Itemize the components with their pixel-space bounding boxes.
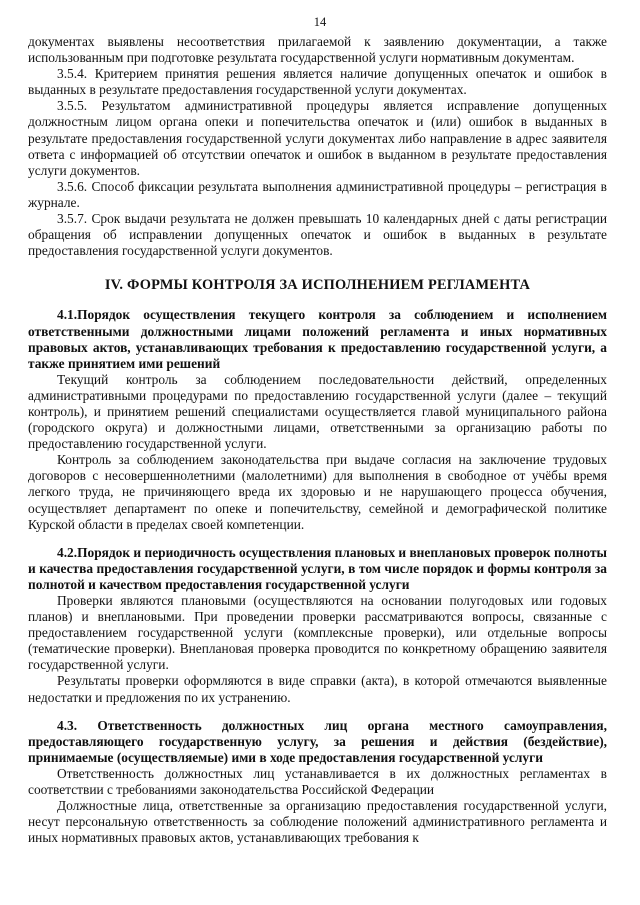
paragraph-continuation: документах выявлены несоответствия прилагаемой к заявлению документации, а также использованным при подготовке результата государственной услуги нормативным документам. [28, 34, 607, 66]
paragraph-3-5-4: 3.5.4. Критерием принятия решения является наличие допущенных опечаток и ошибок в выданных в результате предоставления государственной услуги документах. [28, 66, 607, 98]
section-4-2-title: 4.2.Порядок и периодичность осуществления плановых и внеплановых проверок полноты и качества предоставления государственной услуги, в том числе порядок и формы контроля за полнотой и качеством предоставления государственной услуги [28, 544, 607, 592]
section-4-2-paragraph-1: Проверки являются плановыми (осуществляются на основании полугодовых или годовых планов) и внеплановыми. При проведении проверки рассматриваются вопросы, связанные с предоставлением государственной услуги (комплексные проверки), или отдельные вопросы (тематические проверки). Внеплановая проверка проводится по конкретному обращению заявителя государственной услуги. [28, 593, 607, 673]
section-4-1-paragraph-2: Контроль за соблюдением законодательства при выдаче согласия на заключение трудовых договоров с несовершеннолетними (малолетними) для выполнения в свободное от учёбы время легкого труда, не причиняющего вреда их здоровью и не нарушающего процесса обучения, осуществляет департамент по опеке и попечительству, семейной и демографической политике Курской области в пределах своей компетенции. [28, 452, 607, 532]
paragraph-3-5-5: 3.5.5. Результатом административной процедуры является исправление допущенных должностным лицом органа опеки и попечительства опечаток и (или) ошибок в выданных в результате предоставления государственной услуги документах либо направление в адрес заявителя ответа с информацией об отсутствии опечаток и ошибок в выданном в результате предоставления услуги документов. [28, 98, 607, 178]
section-4-3-paragraph-1: Ответственность должностных лиц устанавливается в их должностных регламентах в соответствии с требованиями законодательства Российской Федерации [28, 765, 607, 798]
section-iv-title: IV. ФОРМЫ КОНТРОЛЯ ЗА ИСПОЛНЕНИЕМ РЕГЛАМЕНТА [104, 277, 531, 294]
page-number: 14 [313, 15, 327, 29]
section-4-1-paragraph-1: Текущий контроль за соблюдением последовательности действий, определенных административными процедурами по предоставлению государственной услуги (далее – текущий контроль), и принятием решений специалистами осуществляется главой муниципального района (городского округа) и должностными лицами, ответственными за организацию работы по предоставлению государственной услуги. [28, 371, 607, 452]
section-4-3-paragraph-2: Должностные лица, ответственные за организацию предоставления государственной услуги, несут персональную ответственность за соблюдение положений административного регламента и иных нормативных правовых актов, устанавливающих требования к [28, 798, 607, 846]
paragraph-3-5-7: 3.5.7. Срок выдачи результата не должен превышать 10 календарных дней с даты регистрации обращения об исправлении допущенных опечаток и ошибок в выданных в результате предоставления государственной услуги документов. [28, 211, 607, 259]
paragraph-3-5-6: 3.5.6. Способ фиксации результата выполнения административной процедуры – регистрация в журнале. [28, 178, 607, 210]
section-4-3-title: 4.3. Ответственность должностных лиц органа местного самоуправления, предоставляющего государственную услугу, за решения и действия (бездействие), принимаемые (осуществляемые) ими в ходе предоставления государственной услуги [28, 717, 607, 765]
section-4-2-paragraph-2: Результаты проверки оформляются в виде справки (акта), в которой отмечаются выявленные недостатки и предложения по их устранению. [28, 673, 607, 705]
page-body [28, 34, 607, 846]
section-4-1-title: 4.1.Порядок осуществления текущего контроля за соблюдением и исполнением ответственными должностными лицами положений регламента и иных нормативных правовых актов, устанавливающих требования к предоставлению государственной услуги, а также принятием ими решений [28, 307, 607, 371]
